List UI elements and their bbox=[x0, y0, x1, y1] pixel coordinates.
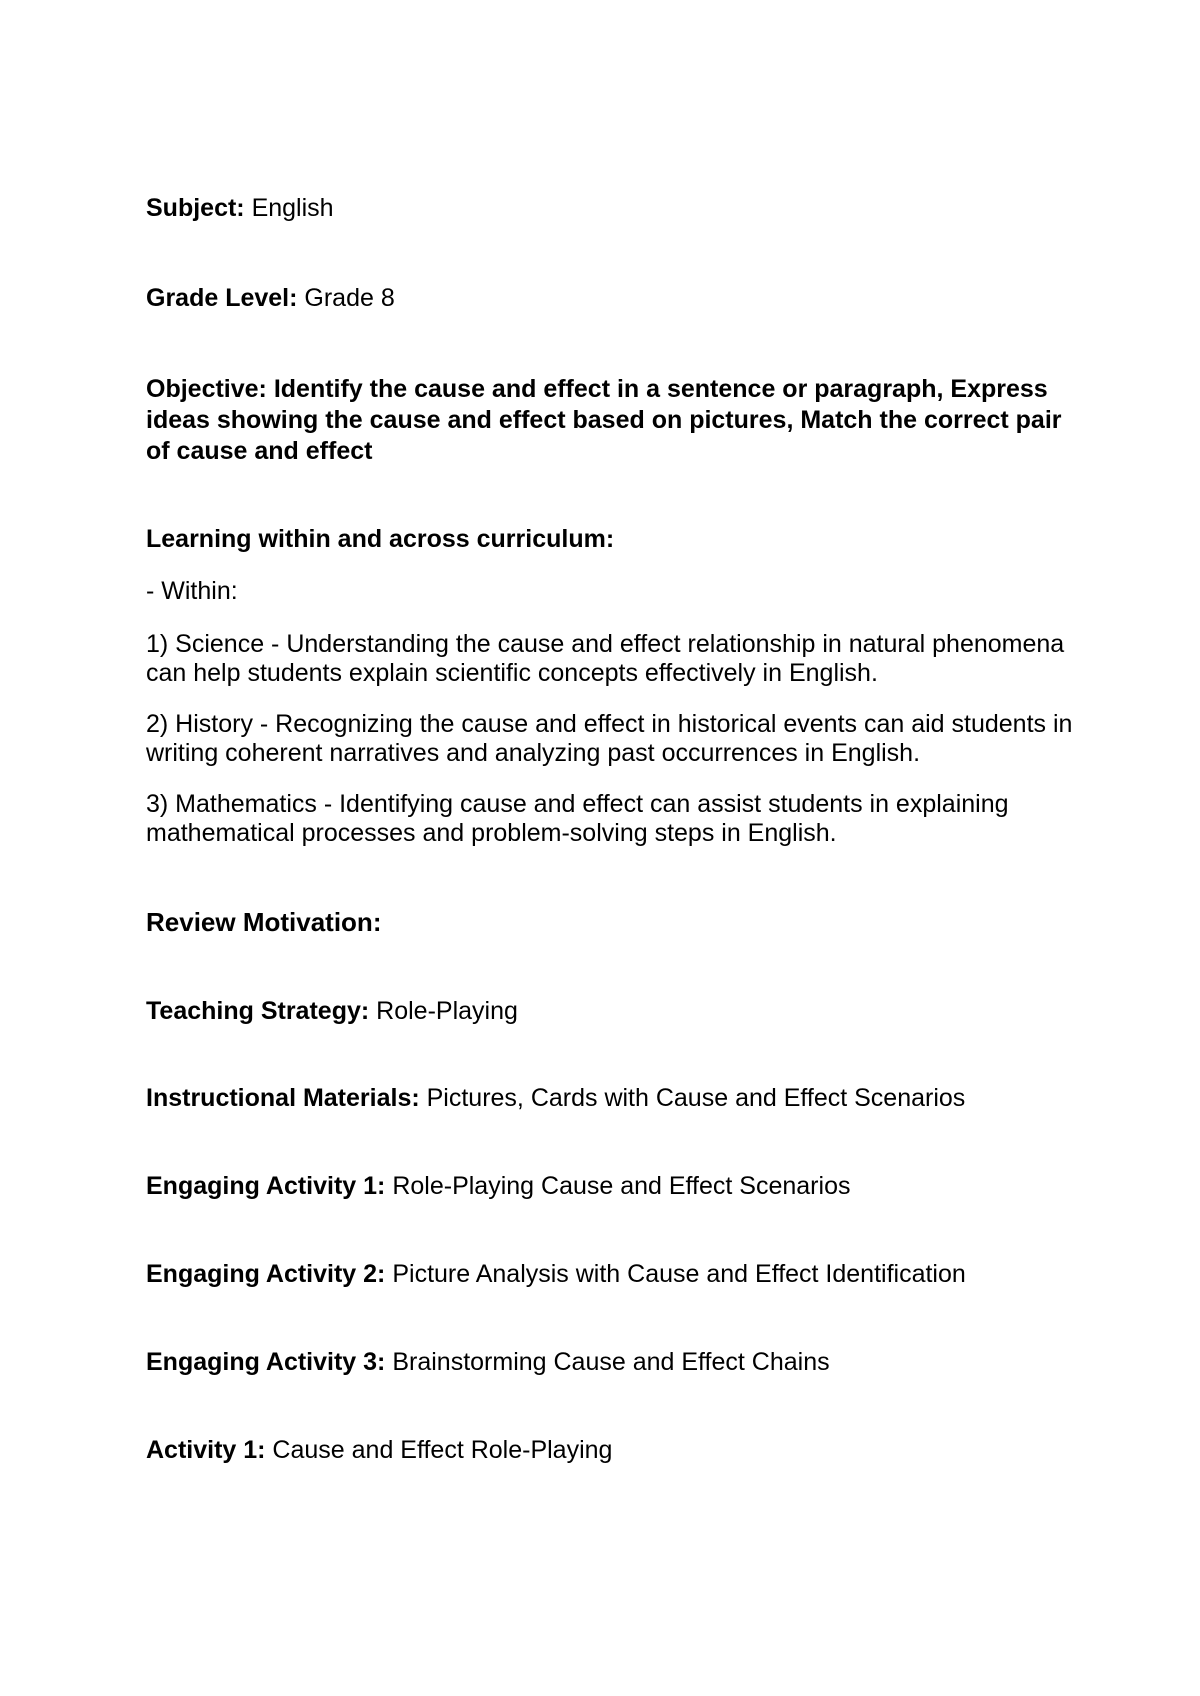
subject-value: English bbox=[244, 194, 334, 222]
engaging-activity-3-line bbox=[146, 1347, 1066, 1377]
teaching-strategy-label: Teaching Strategy: bbox=[146, 997, 370, 1025]
objective-label: Objective: bbox=[146, 375, 267, 403]
within-label: - Within: bbox=[146, 577, 238, 605]
grade-level-line bbox=[146, 283, 1066, 313]
review-motivation-heading: Review Motivation: bbox=[146, 907, 382, 937]
activity-1-line bbox=[146, 1435, 1066, 1465]
engaging-activity-1-line bbox=[146, 1171, 1066, 1201]
learning-heading: Learning within and across curriculum: bbox=[146, 525, 615, 553]
engaging-activity-1-value: Role-Playing Cause and Effect Scenarios bbox=[385, 1172, 851, 1200]
instructional-materials-line bbox=[146, 1083, 1066, 1113]
subject-label: Subject: bbox=[146, 194, 245, 222]
teaching-strategy-value: Role-Playing bbox=[369, 997, 518, 1025]
engaging-activity-2-value: Picture Analysis with Cause and Effect Identification bbox=[385, 1260, 966, 1288]
engaging-activity-2-label: Engaging Activity 2: bbox=[146, 1260, 386, 1288]
activity-1-value: Cause and Effect Role-Playing bbox=[265, 1436, 613, 1464]
engaging-activity-3-value: Brainstorming Cause and Effect Chains bbox=[385, 1348, 830, 1376]
subject-line bbox=[146, 193, 1066, 223]
learning-item-science: 1) Science - Understanding the cause and effect relationship in natural phenomena can help students explain scientific concepts effectively in English. bbox=[146, 630, 1065, 687]
grade-level-label: Grade Level: bbox=[146, 284, 298, 312]
learning-item-history: 2) History - Recognizing the cause and effect in historical events can aid students in writing coherent narratives and analyzing past occurrences in English. bbox=[146, 710, 1073, 767]
instructional-materials-value: Pictures, Cards with Cause and Effect Scenarios bbox=[419, 1084, 966, 1112]
engaging-activity-3-label: Engaging Activity 3: bbox=[146, 1348, 386, 1376]
engaging-activity-2-line bbox=[146, 1259, 1066, 1289]
grade-level-value: Grade 8 bbox=[297, 284, 395, 312]
teaching-strategy-line bbox=[146, 996, 1066, 1026]
objective-value: Identify the cause and effect in a sentence or paragraph, Express ideas showing the cause and effect based on pictures, Match the correct pair of cause and effect bbox=[146, 375, 1062, 465]
objective-paragraph bbox=[146, 374, 1066, 467]
instructional-materials-label: Instructional Materials: bbox=[146, 1084, 420, 1112]
engaging-activity-1-label: Engaging Activity 1: bbox=[146, 1172, 386, 1200]
learning-item-mathematics: 3) Mathematics - Identifying cause and effect can assist students in explaining mathematical processes and problem-solving steps in English. bbox=[146, 790, 1009, 847]
activity-1-label: Activity 1: bbox=[146, 1436, 266, 1464]
